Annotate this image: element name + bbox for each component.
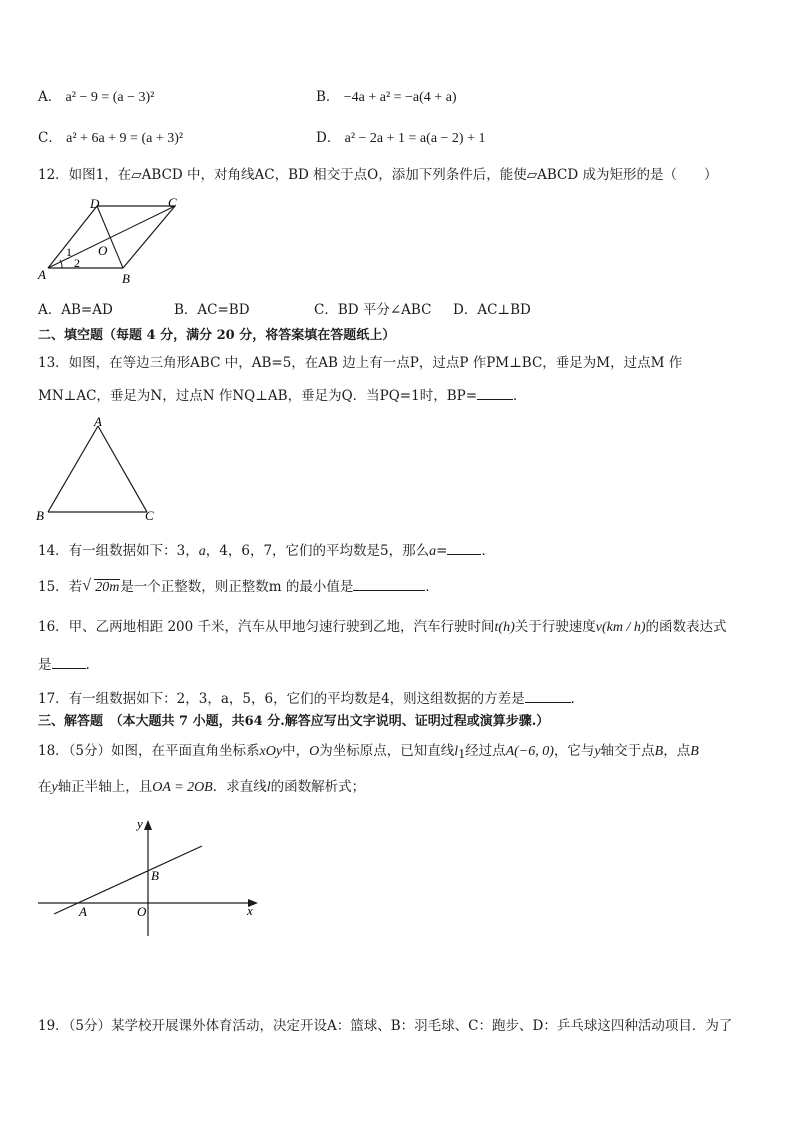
vertex-label-d: D bbox=[90, 196, 100, 211]
side-ab bbox=[48, 426, 98, 512]
triangle-figure bbox=[34, 414, 164, 524]
option-label: B． bbox=[316, 89, 340, 105]
parallelogram-figure bbox=[30, 195, 190, 287]
radicand: 20m bbox=[95, 580, 120, 595]
q17 bbox=[38, 688, 584, 708]
line-l1 bbox=[54, 846, 202, 914]
answer-blank bbox=[525, 688, 571, 703]
variable-a: a bbox=[198, 544, 206, 559]
q13-line2 bbox=[38, 385, 527, 405]
q11-option-b bbox=[316, 88, 457, 107]
angle-label-2: 2 bbox=[74, 256, 80, 270]
option-label: D． bbox=[316, 130, 341, 146]
q15-text: 是一个正整数，则正整数m 的最小值是 bbox=[120, 579, 354, 595]
vertex-label-a: A bbox=[94, 414, 102, 429]
answer-blank bbox=[353, 576, 425, 591]
q18-text: 经过点 bbox=[465, 743, 506, 759]
axis-label-x: x bbox=[247, 903, 253, 918]
q14-end: ． bbox=[481, 543, 495, 559]
q16-text: 的函数表达式 bbox=[645, 619, 727, 635]
q19-line1: 19．（5分）某学校开展课外体育活动，决定开设A：篮球、B：羽毛球、C：跑步、D：乒乓球这四种活动项目．为了 bbox=[38, 1018, 733, 1034]
q18-text: 的函数解析式； bbox=[270, 779, 366, 795]
q12-option-d: D．AC⊥BD bbox=[453, 302, 531, 318]
q15-end: ． bbox=[425, 579, 439, 595]
q14 bbox=[38, 540, 495, 561]
answer-blank bbox=[52, 654, 86, 669]
q18-text: 18．（5分）如图，在平面直角坐标系 bbox=[38, 743, 260, 759]
side-ac bbox=[98, 426, 147, 512]
q18-text: ，它与 bbox=[553, 743, 595, 759]
q14-text: 14．有一组数据如下：3， bbox=[38, 543, 199, 559]
q13-line2-end: ． bbox=[513, 388, 527, 404]
q18-text: 为坐标原点，已知直线 bbox=[319, 743, 455, 759]
angle-label-1: 1 bbox=[66, 245, 72, 259]
q18-text: ，点 bbox=[663, 743, 691, 759]
q16-line2 bbox=[38, 654, 90, 674]
origin-label-o: O bbox=[137, 904, 147, 919]
q12-stem: 12．如图1，在▱ABCD 中，对角线AC，BD 相交于点O，添加下列条件后，能使▱ABCD 成为矩形的是（ ） bbox=[38, 167, 718, 183]
q11-option-d bbox=[316, 129, 485, 148]
q16-text: 关于行驶速度 bbox=[514, 619, 596, 635]
coord-system: xOy bbox=[259, 744, 283, 759]
q11-option-c bbox=[38, 129, 183, 148]
vertex-label-b: B bbox=[122, 271, 130, 286]
q18-text: 轴正半轴上，且 bbox=[57, 779, 153, 795]
vertex-label-a: A bbox=[38, 267, 46, 282]
vertex-label-c: C bbox=[145, 508, 154, 523]
q18-text: 在 bbox=[38, 779, 52, 795]
q18-line2 bbox=[38, 778, 365, 797]
q13-line2-text: MN⊥AC，垂足为N，过点N 作NQ⊥AB，垂足为Q．当PQ=1时，BP= bbox=[38, 388, 478, 404]
axis-label-y: y bbox=[137, 816, 143, 831]
axis-y: y bbox=[594, 744, 601, 759]
side-da bbox=[48, 206, 97, 268]
option-expression: −4a + a² = −a(4 + a) bbox=[343, 90, 457, 105]
q15-text: 15．若 bbox=[38, 579, 83, 595]
q13-line1: 13．如图，在等边三角形ABC 中，AB=5，在AB 边上有一点P，过点P 作PM⊥BC，垂足为M，过点M 作 bbox=[38, 355, 683, 371]
diagonal-bd bbox=[97, 206, 123, 268]
coordinate-figure bbox=[30, 812, 270, 940]
point-o: O bbox=[309, 744, 320, 759]
q17-end: ． bbox=[570, 691, 585, 707]
option-expression: a² + 6a + 9 = (a + 3)² bbox=[66, 131, 184, 146]
q14-text: ，4，6，7，它们的平均数是5，那么 bbox=[205, 543, 430, 559]
section-3-heading: 三、解答题 （本大题共 7 小题，共64 分.解答应写出文字说明、证明过程或演算步骤.） bbox=[38, 714, 550, 729]
option-label: C． bbox=[38, 130, 62, 146]
vertex-label-b: B bbox=[36, 508, 44, 523]
center-label-o: O bbox=[98, 243, 108, 258]
q16-line1 bbox=[38, 618, 727, 637]
point-b: B bbox=[654, 744, 664, 759]
axis-y: y bbox=[51, 780, 58, 795]
q15 bbox=[38, 576, 439, 597]
q12-option-a: A．AB=AD bbox=[38, 302, 113, 318]
point-b: B bbox=[690, 744, 699, 759]
q12-option-c: C．BD 平分∠ABC bbox=[314, 302, 432, 318]
speed-expression: v(km / h) bbox=[595, 620, 646, 635]
side-bc bbox=[123, 206, 175, 268]
subscript: 1 bbox=[458, 747, 466, 762]
square-root: √ 20m bbox=[82, 577, 120, 595]
q18-line1 bbox=[38, 742, 699, 761]
q16-end: . bbox=[85, 657, 90, 673]
q16-text: 16．甲、乙两地相距 200 千米，汽车从甲地匀速行驶到乙地，汽车行驶时间 bbox=[38, 619, 495, 635]
section-2-heading: 二、填空题（每题 4 分，满分 20 分，将答案填在答题纸上） bbox=[38, 328, 396, 343]
q18-text: 中， bbox=[282, 743, 310, 759]
point-label-b: B bbox=[151, 868, 159, 883]
point-a: A(−6, 0) bbox=[505, 744, 554, 759]
equation: OA = 2OB bbox=[152, 780, 213, 795]
time-expression: t(h) bbox=[494, 620, 515, 635]
q18-text: 轴交于点 bbox=[600, 743, 655, 759]
y-axis-arrow bbox=[144, 820, 152, 830]
vertex-label-c: C bbox=[168, 195, 177, 210]
q11-option-a bbox=[38, 88, 154, 107]
answer-blank bbox=[477, 385, 513, 400]
q16-text: 是 bbox=[38, 657, 52, 673]
line-l1: l bbox=[454, 744, 459, 759]
option-expression: a² − 2a + 1 = a(a − 2) + 1 bbox=[344, 131, 486, 146]
variable-a: a bbox=[429, 544, 437, 559]
option-expression: a² − 9 = (a − 3)² bbox=[65, 90, 155, 105]
point-label-a: A bbox=[79, 904, 87, 919]
q14-text: = bbox=[436, 543, 448, 559]
answer-blank bbox=[447, 540, 481, 555]
q17-text: 17．有一组数据如下：2，3，a，5，6，它们的平均数是4，则这组数据的方差是 bbox=[38, 691, 525, 707]
q18-text: ．求直线 bbox=[212, 779, 267, 795]
q12-option-b: B．AC=BD bbox=[174, 302, 250, 318]
option-label: A． bbox=[38, 89, 62, 105]
line-l: l bbox=[266, 780, 271, 795]
